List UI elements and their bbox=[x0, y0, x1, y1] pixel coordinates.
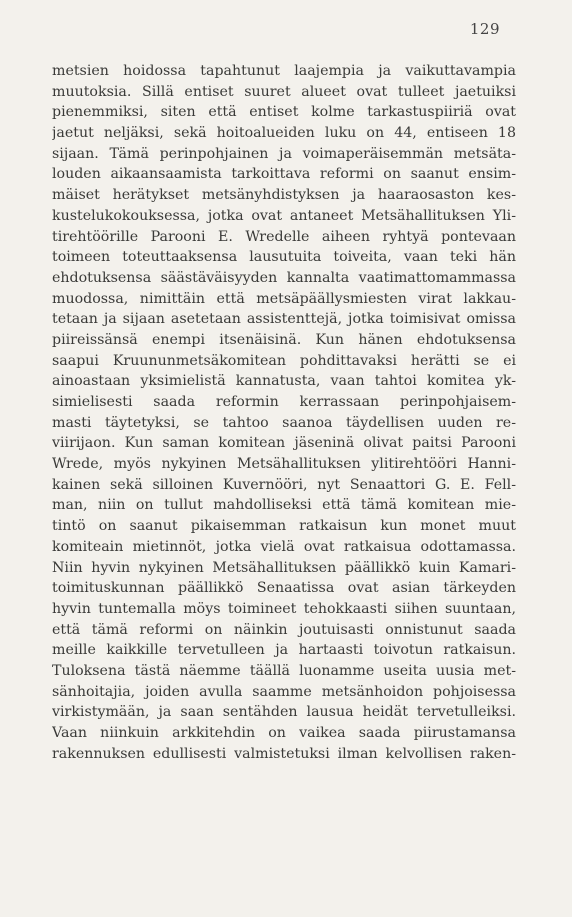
text-line: komiteain mietinnöt, jotka vielä ovat ratkaisua odottamassa. bbox=[52, 538, 516, 555]
body-text bbox=[52, 61, 516, 764]
text-line: Niin hyvin nykyinen Metsähallituksen päällikkö kuin Kamari- bbox=[52, 559, 516, 576]
text-line: virkistymään, ja saan sentähden lausua heidät tervetulleiksi. bbox=[52, 704, 516, 721]
text-line: ehdotuksensa säästäväisyyden kannalta vaatimattomammassa bbox=[52, 269, 516, 286]
text-line: simielisesti saada reformin kerrassaan perinpohjaisem- bbox=[52, 394, 516, 410]
text-line: pienemmiksi, siten että entiset kolme tarkastuspiiriä ovat bbox=[52, 104, 516, 121]
text-line: viirijaon. Kun saman komitean jäseninä olivat paitsi Parooni bbox=[52, 435, 516, 452]
text-line: toimituskunnan päällikkö Senaatissa ovat asian tärkeyden bbox=[52, 580, 516, 597]
text-line: Wrede, myös nykyinen Metsähallituksen ylitirehtööri Hanni- bbox=[52, 456, 516, 473]
text-line: hyvin tuntemalla möys toimineet tehokkaasti siihen suuntaan, bbox=[52, 600, 516, 617]
text-line: kustelukokouksessa, jotka ovat antaneet Metsähallituksen Yli- bbox=[52, 207, 516, 224]
text-line: piireissänsä enempi itsenäisinä. Kun hänen ehdotuksensa bbox=[52, 331, 516, 348]
text-line: mäiset herätykset metsänyhdistyksen ja haaraosaston kes- bbox=[52, 187, 516, 204]
text-line: ainoastaan yksimielistä kannatusta, vaan tahtoi komitea yk- bbox=[52, 373, 516, 390]
text-line: tintö on saanut pikaisemman ratkaisun kun monet muut bbox=[52, 518, 516, 535]
text-line: meille kaikkille tervetulleen ja hartaasti toivotun ratkaisun. bbox=[52, 642, 516, 659]
text-line: toimeen toteuttaaksensa lausutuita toiveita, vaan teki hän bbox=[52, 249, 516, 266]
text-line: metsien hoidossa tapahtunut laajempia ja vaikuttavampia bbox=[52, 63, 516, 79]
text-line: jaetut neljäksi, sekä hoitoalueiden luku on 44, entiseen 18 bbox=[52, 125, 516, 142]
text-line: sänhoitajia, joiden avulla saamme metsänhoidon pohjoisessa bbox=[52, 683, 516, 700]
page-number: 129 bbox=[469, 20, 500, 38]
text-line: muodossa, nimittäin että metsäpäällysmiesten virat lakkau- bbox=[52, 290, 516, 307]
text-line: sijaan. Tämä perinpohjainen ja voimaperäisemmän metsäta- bbox=[52, 145, 516, 162]
text-line: louden aikaansaamista tarkoittava reformi on saanut ensim- bbox=[52, 166, 516, 183]
text-line: tirehtöörille Parooni E. Wredelle aiheen ryhtyä pontevaan bbox=[52, 228, 516, 245]
text-line: saapui Kruununmetsäkomitean pohdittavaksi herätti se ei bbox=[52, 352, 516, 369]
text-line: kainen sekä silloinen Kuvernööri, nyt Senaattori G. E. Fell- bbox=[52, 476, 516, 493]
text-line: että tämä reformi on näinkin joutuisasti onnistunut saada bbox=[52, 621, 516, 638]
text-line: masti täytetyksi, se tahtoo saanoa täydellisen uuden re- bbox=[52, 414, 516, 431]
text-line: man, niin on tullut mahdolliseksi että tämä komitean mie- bbox=[52, 497, 516, 514]
text-line: muutoksia. Sillä entiset suuret alueet ovat tulleet jaetuiksi bbox=[52, 83, 516, 100]
text-line: Vaan niinkuin arkkitehdin on vaikea saada piirustamansa bbox=[52, 725, 516, 741]
text-line: Tuloksena tästä näemme täällä luonamme useita uusia met- bbox=[52, 662, 516, 679]
text-line: rakennuksen edullisesti valmistetuksi ilman kelvollisen raken- bbox=[52, 745, 516, 762]
text-line: tetaan ja sijaan asetetaan assistenttejä, jotka toimisivat omissa bbox=[52, 311, 516, 328]
